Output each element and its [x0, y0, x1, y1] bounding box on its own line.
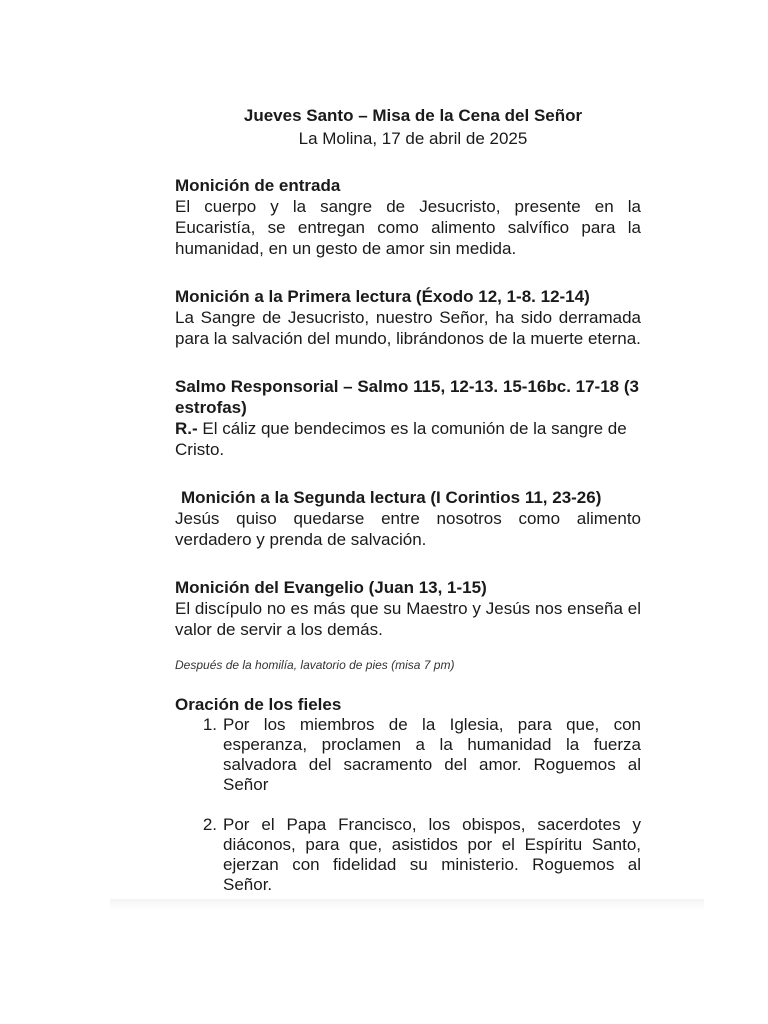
response-text: El cáliz que bendecimos es la comunión de la sangre de Cristo.	[175, 419, 627, 459]
prayer-text: Por los miembros de la Iglesia, para que, con esperanza, proclamen a la humanidad la fuerza salvadora del sacramento del amor. Roguemos al Señor	[223, 715, 641, 794]
document-content	[175, 104, 641, 915]
section-gospel	[175, 577, 641, 640]
prayer-item	[175, 715, 641, 795]
page-edge-shadow	[110, 899, 704, 911]
homily-note: Después de la homilía, lavatorio de pies (misa 7 pm)	[175, 658, 455, 672]
section-text: El cuerpo y la sangre de Jesucristo, presente en la Eucaristía, se entregan como alimento salvífico para la humanidad, en un gesto de amor sin medida.	[175, 197, 641, 258]
response-label: R.-	[175, 419, 198, 438]
prayer-number: 2.	[202, 815, 217, 834]
prayer-text: Por el Papa Francisco, los obispos, sacerdotes y diáconos, para que, asistidos por el Espíritu Santo, ejerzan con fidelidad su ministerio. Roguemos al Señor.	[223, 815, 641, 894]
section-heading: Salmo Responsorial – Salmo 115, 12-13. 15-16bc. 17-18 (3 estrofas)	[175, 377, 639, 417]
prayer-number: 1.	[202, 715, 217, 734]
section-first-reading	[175, 286, 641, 349]
title-block	[185, 104, 641, 150]
section-entrance	[175, 175, 641, 259]
section-second-reading	[175, 487, 641, 550]
section-prayers	[175, 694, 641, 895]
prayer-list	[175, 715, 641, 895]
section-heading: Oración de los fieles	[175, 695, 342, 714]
document-title: Jueves Santo – Misa de la Cena del Señor	[243, 106, 583, 125]
psalm-response	[175, 418, 641, 460]
section-text: La Sangre de Jesucristo, nuestro Señor, ha sido derramada para la salvación del mundo, librándonos de la muerte eterna.	[175, 308, 641, 348]
prayer-item	[175, 815, 641, 895]
section-heading: Monición a la Segunda lectura (I Corintios 11, 23-26)	[181, 488, 602, 507]
section-text: El discípulo no es más que su Maestro y Jesús nos enseña el valor de servir a los demás.	[175, 599, 641, 639]
document-subtitle: La Molina, 17 de abril de 2025	[298, 129, 528, 148]
section-heading: Monición del Evangelio (Juan 13, 1-15)	[175, 578, 487, 597]
section-text: Jesús quiso quedarse entre nosotros como alimento verdadero y prenda de salvación.	[175, 509, 641, 549]
section-psalm	[175, 376, 641, 460]
section-heading: Monición a la Primera lectura (Éxodo 12, 1-8. 12-14)	[175, 287, 590, 306]
section-heading: Monición de entrada	[175, 176, 341, 195]
